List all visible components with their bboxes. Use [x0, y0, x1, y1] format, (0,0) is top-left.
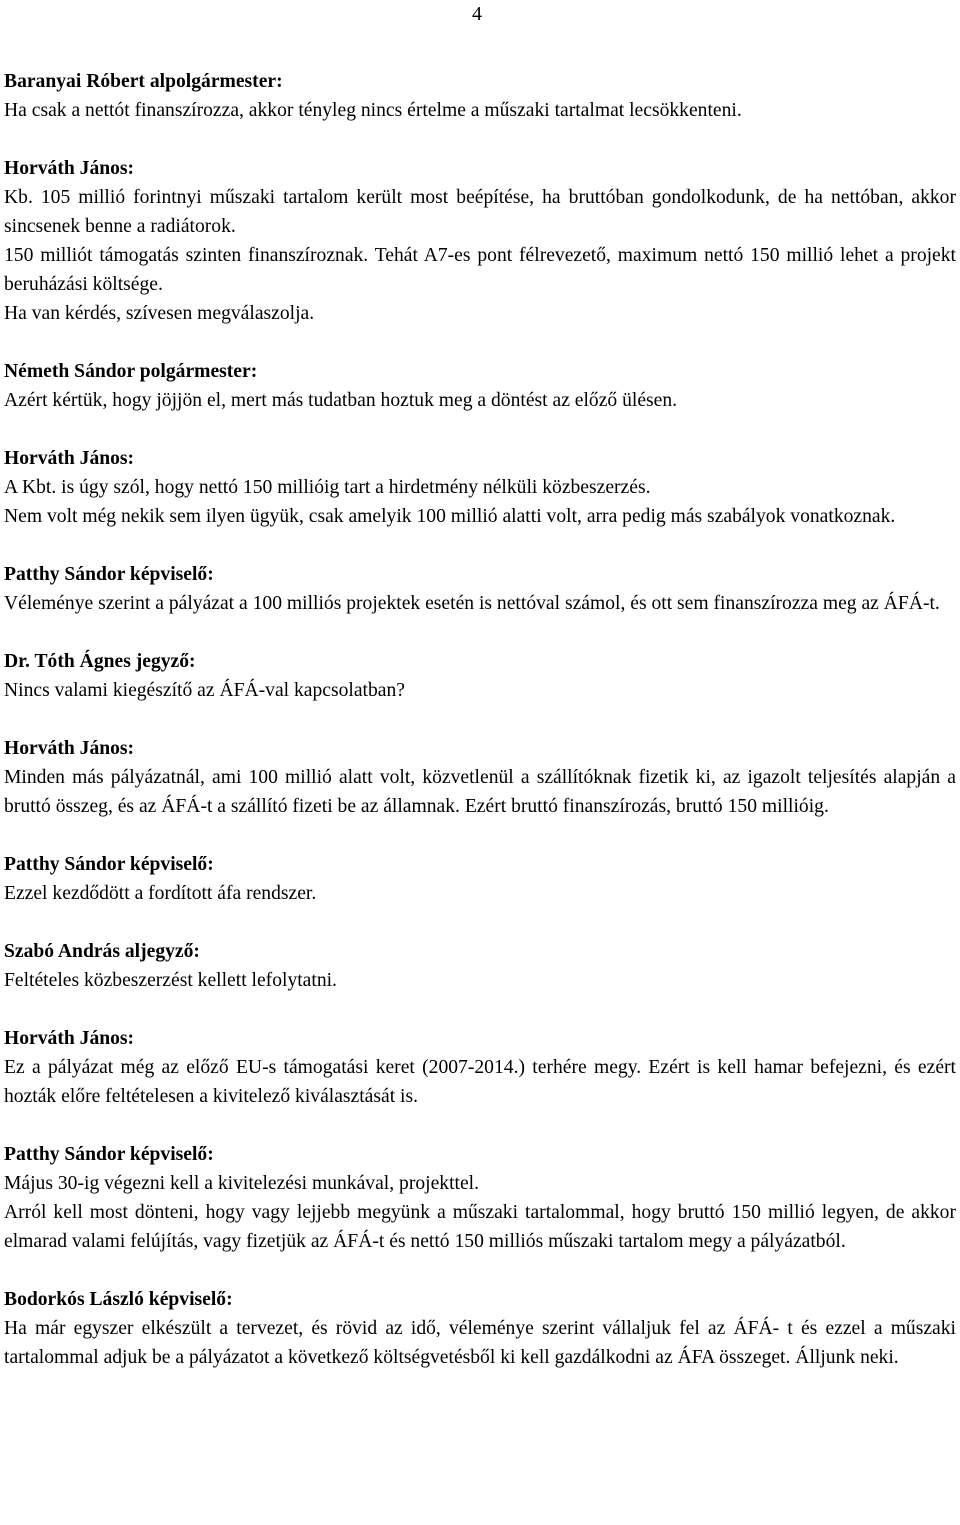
speech-block	[4, 647, 956, 705]
speaker-name: Patthy Sándor képviselő:	[4, 564, 214, 585]
speech-block	[4, 560, 956, 618]
speech-paragraph: Ez a pályázat még az előző EU-s támogatási keret (2007-2014.) terhére megy. Ezért is kell hamar befejezni, és ezért hozták előre feltételesen a kivitelező kiválasztását is.	[4, 1057, 956, 1107]
speech-block	[4, 1140, 956, 1256]
speech-paragraph: Arról kell most dönteni, hogy vagy lejjebb megyünk a műszaki tartalommal, hogy bruttó 150 millió legyen, de akkor elmarad valami felújítás, vagy fizetjük az ÁFÁ-t és nettó 150 milliós műszaki tartalom megy a pályázatból.	[4, 1202, 956, 1252]
speech-paragraph: Ezzel kezdődött a fordított áfa rendszer.	[4, 883, 317, 904]
speech-paragraph: A Kbt. is úgy szól, hogy nettó 150 millióig tart a hirdetmény nélküli közbeszerzés.	[4, 477, 651, 498]
speaker-name: Horváth János:	[4, 738, 135, 759]
speaker-name: Dr. Tóth Ágnes jegyző:	[4, 651, 196, 672]
speech-block	[4, 850, 956, 908]
speech-block	[4, 67, 956, 125]
speech-block	[4, 1285, 956, 1372]
speech-paragraph: Azért kértük, hogy jöjjön el, mert más tudatban hoztuk meg a döntést az előző ülésen.	[4, 390, 678, 411]
speech-paragraph: Minden más pályázatnál, ami 100 millió alatt volt, közvetlenül a szállítóknak fizetik ki, az igazolt teljesítés alapján a bruttó összeg, és az ÁFÁ-t a szállító fizeti be az államnak. Ezért bruttó finanszírozás, bruttó 150 millióig.	[4, 767, 956, 817]
speaker-name: Patthy Sándor képviselő:	[4, 854, 214, 875]
speech-paragraph: Nincs valami kiegészítő az ÁFÁ-val kapcsolatban?	[4, 680, 405, 701]
speech-paragraph: Feltételes közbeszerzést kellett lefolytatni.	[4, 970, 337, 991]
speaker-name: Horváth János:	[4, 158, 135, 179]
speaker-name: Patthy Sándor képviselő:	[4, 1144, 214, 1165]
speech-block	[4, 444, 956, 531]
speech-block	[4, 154, 956, 328]
page-number: 4	[472, 3, 482, 25]
speech-block	[4, 1024, 956, 1111]
speech-paragraph: Kb. 105 millió forintnyi műszaki tartalom került most beépítése, ha bruttóban gondolkodunk, de ha nettóban, akkor sincsenek benne a radiátorok.	[4, 187, 956, 237]
speech-paragraph: 150 milliót támogatás szinten finanszíroznak. Tehát A7-es pont félrevezető, maximum nettó 150 millió lehet a projekt beruházási költsége.	[4, 245, 956, 295]
speech-block	[4, 937, 956, 995]
speaker-name: Horváth János:	[4, 1028, 135, 1049]
speaker-name: Németh Sándor polgármester:	[4, 361, 258, 382]
speech-paragraph: Ha van kérdés, szívesen megválaszolja.	[4, 303, 315, 324]
speaker-name: Bodorkós László képviselő:	[4, 1289, 233, 1310]
speech-paragraph: Május 30-ig végezni kell a kivitelezési munkával, projekttel.	[4, 1173, 480, 1194]
speech-paragraph: Ha már egyszer elkészült a tervezet, és rövid az idő, véleménye szerint vállaljuk fel az ÁFÁ- t és ezzel a műszaki tartalommal adjuk be a pályázatot a következő költségvetésből ki kell gazdálkodni az ÁFA összeget. Álljunk neki.	[4, 1318, 956, 1368]
speech-block	[4, 734, 956, 821]
speaker-name: Szabó András aljegyző:	[4, 941, 200, 962]
minutes-body	[4, 67, 956, 1401]
speaker-name: Horváth János:	[4, 448, 135, 469]
speech-paragraph: Nem volt még nekik sem ilyen ügyük, csak amelyik 100 millió alatti volt, arra pedig más szabályok vonatkoznak.	[4, 506, 896, 527]
speaker-name: Baranyai Róbert alpolgármester:	[4, 71, 283, 92]
speech-block	[4, 357, 956, 415]
speech-paragraph: Ha csak a nettót finanszírozza, akkor tényleg nincs értelme a műszaki tartalmat lecsökkenteni.	[4, 100, 742, 121]
speech-paragraph: Véleménye szerint a pályázat a 100 milliós projektek esetén is nettóval számol, és ott sem finanszírozza meg az ÁFÁ-t.	[4, 593, 940, 614]
